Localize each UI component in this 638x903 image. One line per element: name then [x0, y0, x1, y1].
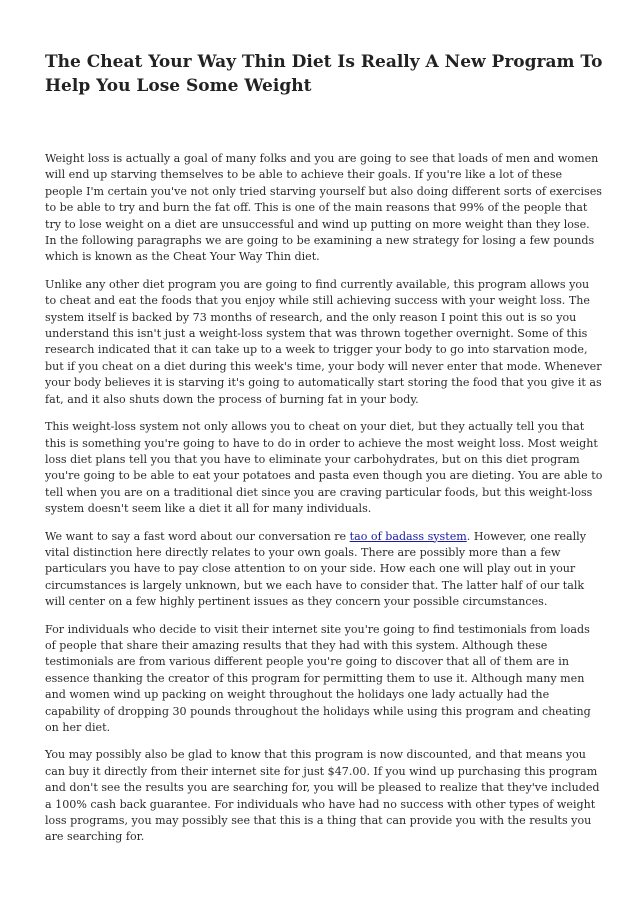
document-title: The Cheat Your Way Thin Diet Is Really A New Program To Help You Lose Some Weight — [45, 52, 603, 96]
paragraph-2: Unlike any other diet program you are going to find currently available, this program allows you to cheat and eat the foods that you enjoy while still achieving success with your weight loss. The system itself is backed by 73 months of research, and the only reason I point this out is so you understand this isn't just a weight-loss system that was thrown together overnight. Some of this research indicated that it can take up to a week to trigger your body to go into starvation mode, but if you cheat on a diet during this week's time, your body will never enter that mode. Whenever your body believes it is starving it's going to automatically start storing the food that you give it as fat, and it also shuts down the process of burning fat in your body. — [45, 277, 602, 406]
document-body — [45, 151, 603, 857]
paragraph-5: For individuals who decide to visit their internet site you're going to find testimonials from loads of people that share their amazing results that they had with this system. Although these testimonials are from various different people you're going to discover that all of them are in essence thanking the creator of this program for permitting them to use it. Although many men and women wind up packing on weight throughout the holidays one lady actually had the capability of dropping 30 pounds throughout the holidays while using this program and cheating on her diet. — [45, 622, 591, 734]
paragraph-4 — [45, 529, 603, 611]
paragraph-4-text-after: . However, one really vital distinction here directly relates to your own goals. There are possibly more than a few particulars you have to pay close attention to on your side. How each one will play out in your circumstances is largely unknown, but we each have to consider that. The latter half of our talk will center on a few highly pertinent issues as they concern your possible circumstances. — [45, 529, 586, 609]
paragraph-3: This weight-loss system not only allows you to cheat on your diet, but they actually tell you that this is something you're going to have to do in order to achieve the most weight loss. Most weight loss diet plans tell you that you have to eliminate your carbohydrates, but on this diet program you're going to be able to eat your potatoes and pasta even though you are dieting. You are able to tell when you are on a traditional diet since you are craving particular foods, but this weight-loss system doesn't seem like a diet it all for many individuals. — [45, 420, 603, 516]
paragraph-4-text-before: We want to say a fast word about our conversation re — [45, 529, 350, 543]
paragraph-1: Weight loss is actually a goal of many folks and you are going to see that loads of men and women will end up starving themselves to be able to achieve their goals. If you're like a lot of these people I'm certain you've not only tried starving yourself but also doing different sorts of exercises to be able to try and burn the fat off. This is one of the main reasons that 99% of the people that try to lose weight on a diet are unsuccessful and wind up putting on more weight than they lose. In the following paragraphs we are going to be examining a new strategy for losing a few pounds which is known as the Cheat Your Way Thin diet. — [45, 152, 602, 264]
tao-of-badass-link[interactable]: tao of badass system — [349, 529, 467, 543]
paragraph-6: You may possibly also be glad to know that this program is now discounted, and that means you can buy it directly from their internet site for just $47.00. If you wind up purchasing this program and don't see the results you are searching for, you will be pleased to realize that they've included a 100% cash back guarantee. For individuals who have had no success with other types of weight loss programs, you may possibly see that this is a thing that can provide you with the results you are searching for. — [45, 748, 600, 844]
